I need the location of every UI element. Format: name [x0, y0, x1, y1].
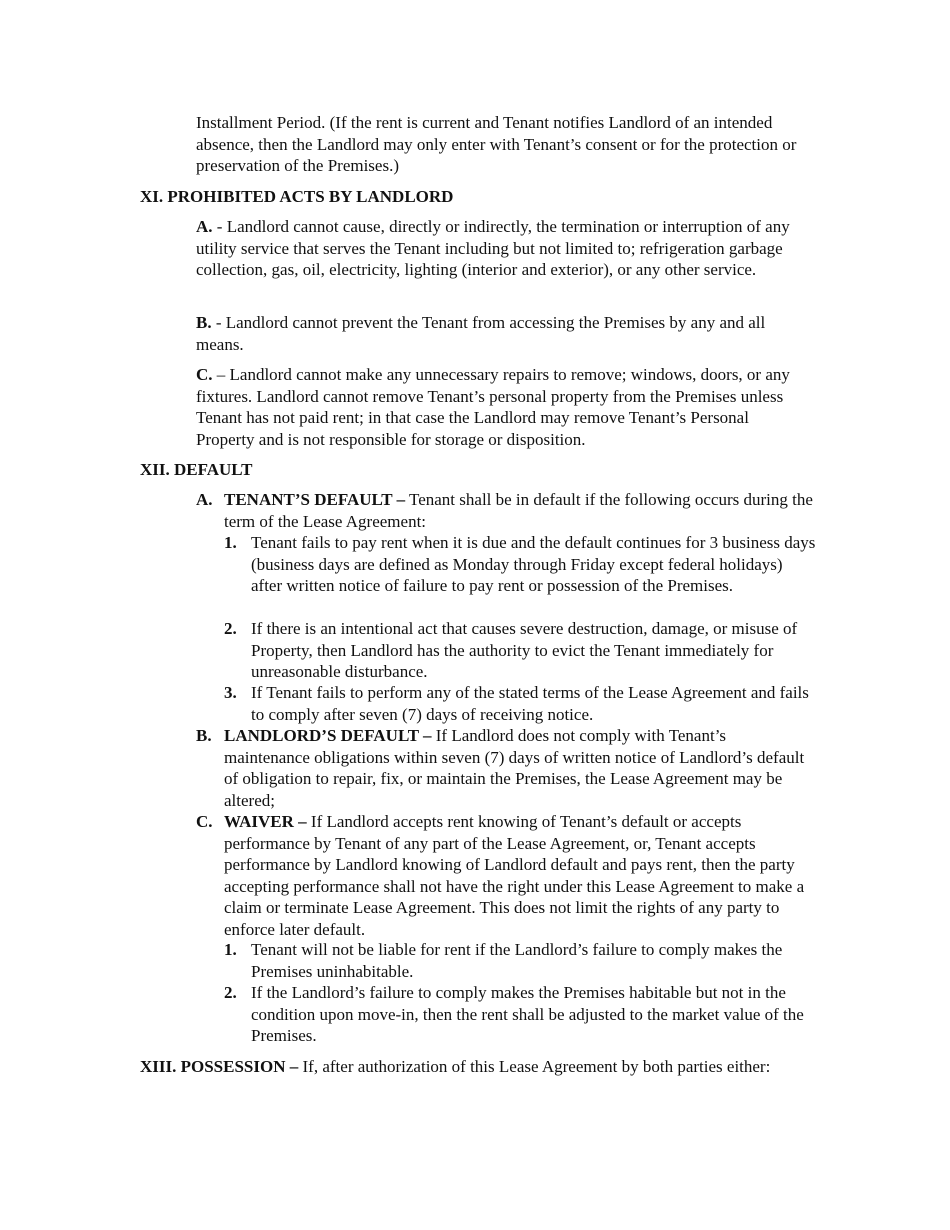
item-text: - Landlord cannot cause, directly or indirectly, the termination or interruption of any utility service that serves the Tenant including but not limited to; refrigeration garbage collection, gas, oil, electricity, lighting (interior and exterior), or any other service.	[196, 217, 790, 279]
section-12-heading: XII. DEFAULT	[140, 460, 253, 479]
section-11-item-b	[196, 312, 811, 355]
default-c-1-label: 1.	[224, 940, 237, 959]
item-label: A.	[196, 217, 213, 236]
default-a-text: Tenant shall be in default if the following occurs during the term of the Lease Agreement:	[224, 490, 813, 531]
item-text: – Landlord cannot make any unnecessary repairs to remove; windows, doors, or any fixtures. Landlord cannot remove Tenant’s personal property from the Premises unless Tenant has not paid rent; in that case the Landlord may remove Tenant’s Personal Property and is not responsible for storage or disposition.	[196, 365, 790, 449]
default-a-1-text: Tenant fails to pay rent when it is due and the default continues for 3 business days (business days are defined as Monday through Friday except federal holidays) after written notice of failure to pay rent or possession of the Premises.	[251, 533, 816, 595]
section-11-item-c	[196, 364, 811, 450]
default-c-2-text: If the Landlord’s failure to comply makes the Premises habitable but not in the condition upon move-in, then the rent shall be adjusted to the market value of the Premises.	[251, 983, 804, 1045]
default-a-3-text: If Tenant fails to perform any of the stated terms of the Lease Agreement and fails to comply after seven (7) days of receiving notice.	[251, 683, 809, 724]
section-13-paragraph	[140, 1056, 800, 1078]
default-b-paragraph	[224, 725, 814, 811]
default-a-paragraph	[224, 489, 814, 532]
default-c-paragraph	[224, 811, 816, 940]
default-a-2-label: 2.	[224, 619, 237, 638]
default-b-text: If Landlord does not comply with Tenant’s maintenance obligations within seven (7) days of written notice of Landlord’s default of obligation to repair, fix, or maintain the Premises, the Lease Agreement may be altered;	[224, 726, 805, 810]
default-c-title: WAIVER –	[224, 812, 307, 831]
default-b-title: LANDLORD’S DEFAULT –	[224, 726, 432, 745]
section-13-title: XIII. POSSESSION –	[140, 1057, 299, 1076]
item-label: B.	[196, 313, 212, 332]
section-13-text: If, after authorization of this Lease Agreement by both parties either:	[298, 1057, 771, 1076]
default-c-text: If Landlord accepts rent knowing of Tenant’s default or accepts performance by Tenant of any part of the Lease Agreement, or, Tenant accepts performance by Landlord knowing of Landlord default and pays rent, then the party accepting performance shall not have the right under this Lease Agreement to make a claim or terminate Lease Agreement. This does not limit the rights of any party to enforce later default.	[224, 812, 805, 939]
default-c-1-text: Tenant will not be liable for rent if the Landlord’s failure to comply makes the Premises uninhabitable.	[251, 940, 783, 981]
default-b-label: B.	[196, 726, 212, 745]
section-11-heading: XI. PROHIBITED ACTS BY LANDLORD	[140, 187, 454, 206]
default-a-2-text: If there is an intentional act that causes severe destruction, damage, or misuse of Property, then Landlord has the authority to evict the Tenant immediately for unreasonable disturbance.	[251, 619, 798, 681]
default-a-label: A.	[196, 490, 213, 509]
default-c-2-label: 2.	[224, 983, 237, 1002]
item-label: C.	[196, 365, 213, 384]
default-a-1-label: 1.	[224, 533, 237, 552]
default-a-title: TENANT’S DEFAULT –	[224, 490, 406, 509]
intro-paragraph: Installment Period. (If the rent is current and Tenant notifies Landlord of an intended absence, then the Landlord may only enter with Tenant’s consent or for the protection or preservation of the Premises.)	[196, 113, 797, 175]
item-text: - Landlord cannot prevent the Tenant from accessing the Premises by any and all means.	[196, 313, 766, 354]
default-a-3-label: 3.	[224, 683, 237, 702]
section-11-item-a	[196, 216, 811, 281]
default-c-label: C.	[196, 812, 213, 831]
